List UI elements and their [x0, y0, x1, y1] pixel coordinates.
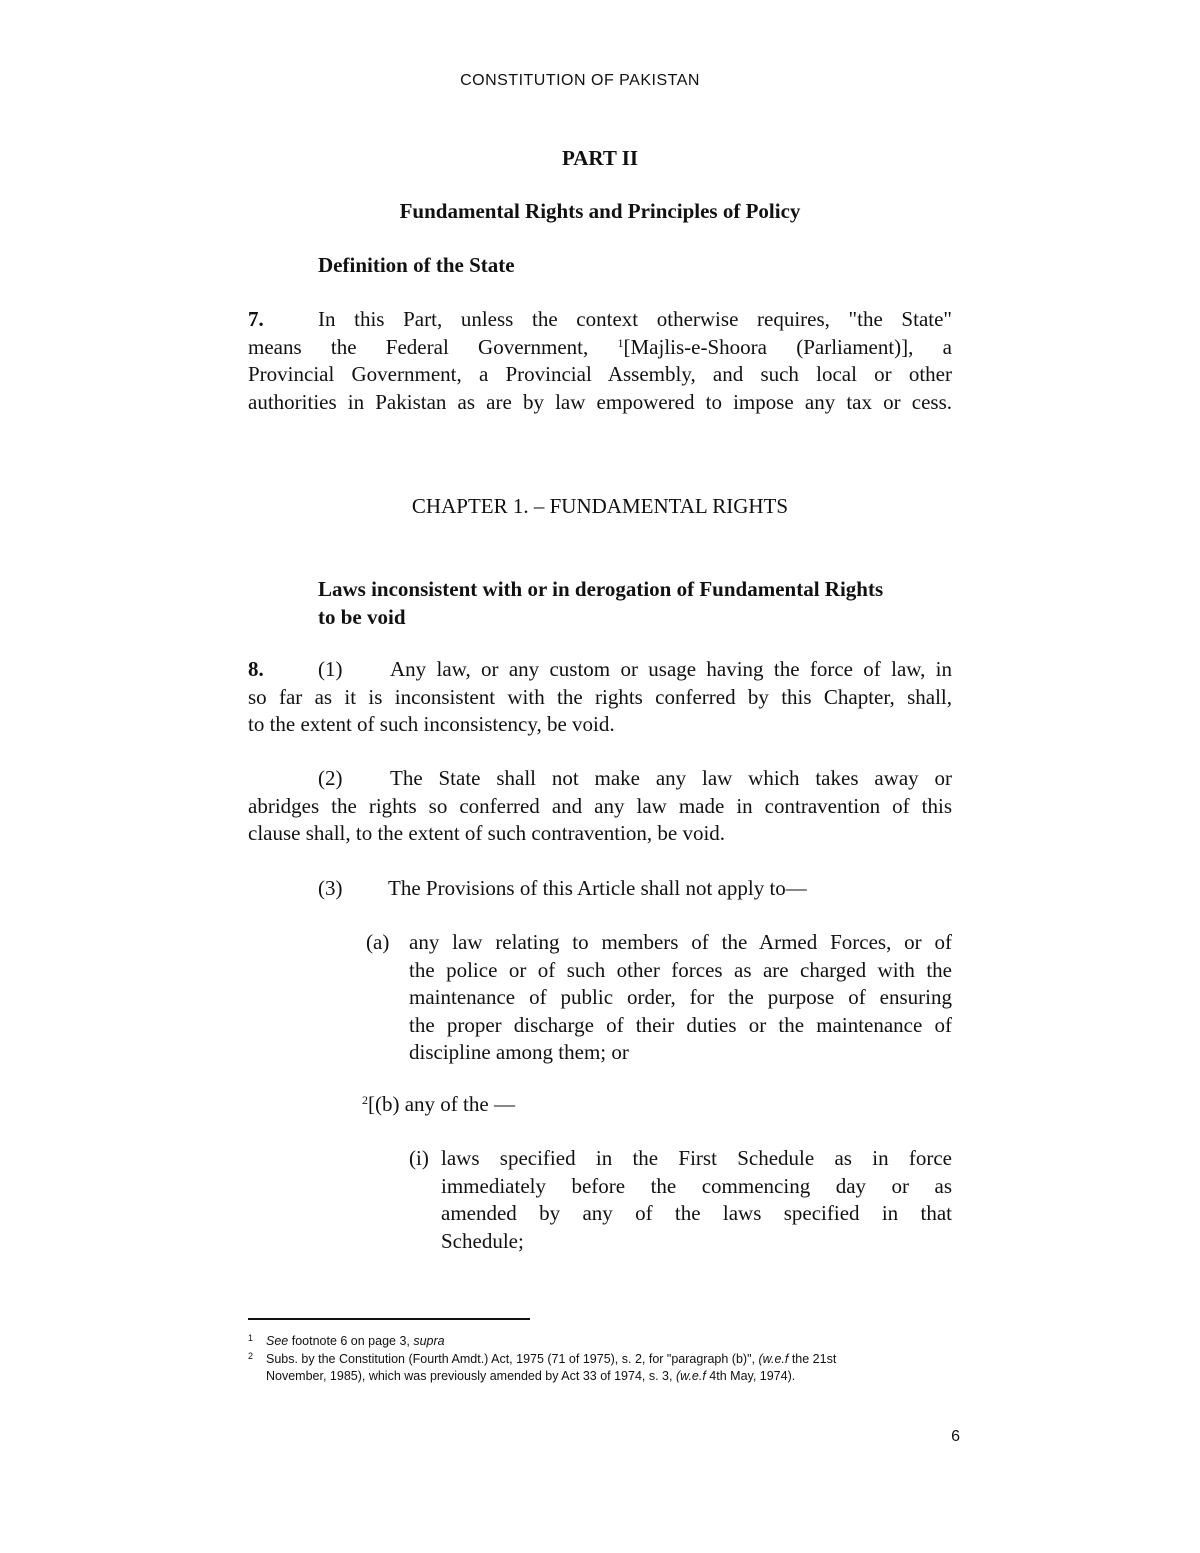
clause-1-label: (1) — [318, 657, 343, 681]
footnote-ref-1[interactable]: 1 — [617, 335, 624, 350]
sub-b-i-line-3: amended by any of the laws specified in that — [441, 1201, 952, 1225]
footnote-2-text-1b: the 21st — [788, 1352, 837, 1366]
part-title: PART II — [561, 146, 639, 170]
clause-2-line-3: clause shall, to the extent of such contravention, be void. — [248, 821, 726, 845]
footnote-ref-2[interactable]: 2 — [362, 1093, 368, 1107]
clause-2-label: (2) — [318, 766, 343, 790]
clause-2-text-1: The State shall not make any law which takes away or — [390, 766, 952, 790]
chapter-title: CHAPTER 1. – FUNDAMENTAL RIGHTS — [411, 494, 789, 518]
sub-b-i-line-4: Schedule; — [441, 1228, 524, 1253]
clause-3-text: The Provisions of this Article shall not apply to— — [388, 876, 807, 900]
sub-a-line-5: discipline among them; or — [409, 1040, 629, 1064]
footnote-2 — [248, 1351, 968, 1385]
article-8-heading — [318, 576, 958, 631]
article-7-text-1: In this Part, unless the context otherwise requires, "the State" — [318, 307, 952, 331]
article-8-heading-line-2: to be void — [318, 604, 406, 629]
sub-a-label: (a) — [366, 930, 390, 954]
sub-a-line-4: the proper discharge of their duties or the maintenance of — [409, 1012, 952, 1037]
sub-a-line-2: the police or of such other forces as are charged with the — [409, 957, 952, 982]
footnote-1-supra: supra — [413, 1334, 445, 1348]
article-7-text-2b: [Majlis-e-Shoora (Parliament)], a — [623, 334, 952, 359]
article-7-line-1 — [248, 306, 952, 334]
sub-b-i-label: (i) — [409, 1146, 429, 1170]
clause-1-text-1: Any law, or any custom or usage having the force of law, in — [390, 657, 952, 681]
running-header: CONSTITUTION OF PAKISTAN — [460, 72, 700, 89]
footnote-1-see: See — [266, 1334, 289, 1348]
article-7-line-4: authorities in Pakistan as are by law empowered to impose any tax or cess. — [248, 389, 952, 414]
footnote-1 — [248, 1333, 968, 1350]
article-8-number: 8. — [248, 657, 264, 681]
sub-b-i-line-1: laws specified in the First Schedule as in force — [441, 1146, 952, 1170]
sub-b — [362, 1091, 515, 1119]
clause-2-line-1 — [248, 765, 952, 793]
article-7-heading: Definition of the State — [318, 253, 515, 277]
footnote-1-mark: 1 — [248, 1333, 254, 1343]
clause-1 — [248, 656, 952, 739]
footnote-1-text: footnote 6 on page 3, — [288, 1334, 414, 1348]
sub-a-text — [409, 929, 952, 1067]
footnote-2-wef-2: (w.e.f — [675, 1369, 706, 1383]
article-7-text-2a: means the Federal Government, — [248, 334, 589, 359]
footnote-divider — [248, 1318, 530, 1320]
clause-1-line-3: to the extent of such inconsistency, be void. — [248, 712, 615, 736]
clause-2 — [248, 765, 952, 848]
footnote-2-text-2b: 4th May, 1974). — [705, 1369, 796, 1383]
article-7-line-2 — [248, 334, 952, 362]
sub-a-line-3: maintenance of public order, for the purpose of ensuring — [409, 985, 952, 1009]
clause-3-label: (3) — [318, 876, 343, 900]
article-7-number: 7. — [248, 307, 264, 331]
footnote-2-wef-1: (w.e.f — [758, 1352, 789, 1366]
footnote-2-text-2a: November, 1985), which was previously amended by Act 33 of 1974, s. 3, — [266, 1369, 676, 1383]
clause-2-line-2: abridges the rights so conferred and any law made in contravention of this — [248, 793, 952, 818]
sub-b-i-text — [441, 1145, 952, 1255]
article-7-body — [248, 306, 952, 416]
footnote-2-mark: 2 — [248, 1351, 254, 1361]
clause-1-line-2: so far as it is inconsistent with the rights conferred by this Chapter, shall, — [248, 684, 952, 709]
page-number: 6 — [951, 1428, 960, 1445]
sub-b-text: [(b) any of the — — [368, 1092, 515, 1116]
article-8-heading-line-1: Laws inconsistent with or in derogation of Fundamental Rights — [318, 577, 884, 601]
clause-1-line-1 — [248, 656, 952, 684]
article-7-line-3: Provincial Government, a Provincial Assembly, and such local or other — [248, 362, 952, 386]
part-subtitle: Fundamental Rights and Principles of Policy — [399, 199, 801, 223]
sub-a-line-1: any law relating to members of the Armed Forces, or of — [409, 930, 952, 954]
sub-b-i-line-2: immediately before the commencing day or as — [441, 1173, 952, 1198]
footnote-2-text-1a: Subs. by the Constitution (Fourth Amdt.) Act, 1975 (71 of 1975), s. 2, for "paragraph (b)", — [266, 1352, 759, 1366]
